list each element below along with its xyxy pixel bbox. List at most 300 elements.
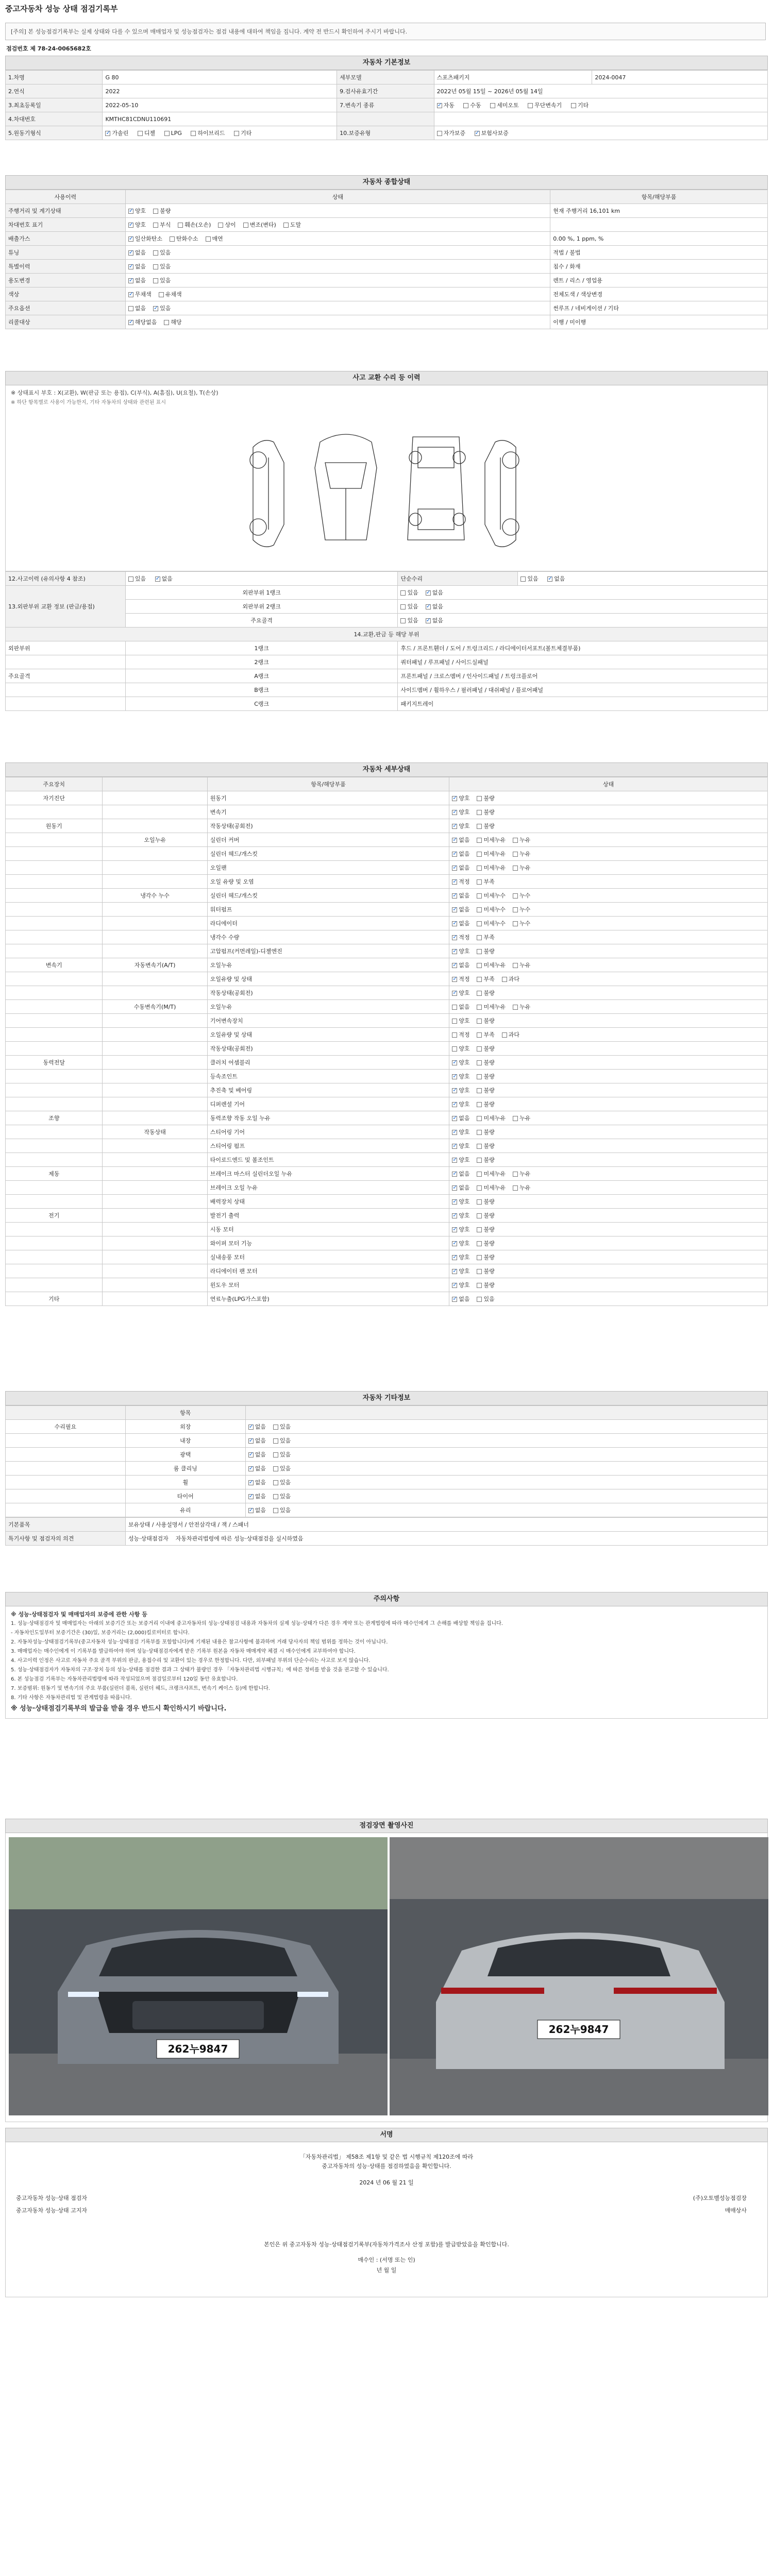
checkbox[interactable]: [477, 1074, 482, 1079]
option-label: 불량: [483, 1073, 495, 1080]
device-subgroup: [103, 1292, 207, 1306]
checkbox[interactable]: [477, 1144, 482, 1149]
checkbox[interactable]: [477, 949, 482, 954]
checkbox[interactable]: [477, 1172, 482, 1177]
value: G 80: [103, 71, 337, 84]
checkbox[interactable]: [400, 604, 406, 609]
checkbox[interactable]: [128, 320, 133, 325]
state-options: [245, 1420, 767, 1434]
option-label: 불량: [483, 1282, 495, 1289]
report-number: 점검번호 제 78-24-0065682호: [6, 45, 91, 52]
item-label: 클러치 어셈블리: [207, 1056, 449, 1070]
option-label: 양호: [459, 1018, 470, 1024]
detail-row: [6, 1292, 768, 1306]
checkbox[interactable]: [477, 838, 482, 843]
checkbox[interactable]: [463, 103, 468, 108]
checkbox[interactable]: [477, 1158, 482, 1163]
option-label: 양호: [459, 809, 470, 816]
item-label: 발전기 출력: [207, 1209, 449, 1223]
checkbox[interactable]: [105, 131, 110, 136]
state-options: [449, 861, 768, 875]
state-options: [449, 1195, 768, 1209]
detail-row: [6, 791, 768, 805]
note-item: 3. 매매업자는 매수인에게 이 기록부를 발급하여야 하며 성능·상태점검자에게 받은 기록부 원본을 자동차 매매계약 체결 시 매수인에게 교부하여야 합니다.: [11, 1649, 356, 1654]
opinion-value: [125, 1532, 767, 1546]
checkbox[interactable]: [452, 1255, 457, 1260]
checkbox[interactable]: [477, 866, 482, 871]
checkbox[interactable]: [452, 852, 457, 857]
note-item: 8. 기타 사항은 자동차관리법 및 관계법령을 따릅니다.: [11, 1695, 132, 1701]
detail-row: [6, 875, 768, 889]
checkbox[interactable]: [477, 1005, 482, 1010]
checkbox[interactable]: [477, 1241, 482, 1246]
checkbox[interactable]: [452, 1130, 457, 1135]
item-label: 외장: [125, 1420, 245, 1434]
option-label: 기타: [241, 130, 252, 137]
checkbox[interactable]: [477, 810, 482, 815]
option-label: 불량: [483, 1045, 495, 1052]
checkbox[interactable]: [128, 278, 133, 283]
checkbox[interactable]: [477, 1130, 482, 1135]
item-label: 실린더 커버: [207, 833, 449, 847]
checkbox[interactable]: [477, 1297, 482, 1302]
accident-options: [125, 572, 398, 586]
checkbox[interactable]: [400, 590, 406, 596]
section-title: 자동차 기타정보: [5, 1391, 768, 1405]
option-label: 불량: [483, 809, 495, 816]
checkbox[interactable]: [153, 223, 158, 228]
row-options: [125, 274, 550, 287]
option-label: 부족: [483, 1031, 495, 1038]
inspector-name: (주)오토벨성능점검장: [693, 2195, 747, 2201]
state-options: [449, 1125, 768, 1139]
checkbox[interactable]: [248, 1508, 254, 1513]
option-label: 양호: [459, 1101, 470, 1108]
checkbox[interactable]: [477, 852, 482, 857]
device-subgroup: [103, 1250, 207, 1264]
label: 1.차명: [6, 71, 103, 84]
option-label: 있음: [279, 1507, 291, 1514]
option-label: 미세누수: [483, 906, 506, 913]
damage-history-section: [5, 371, 768, 711]
checkbox[interactable]: [400, 618, 406, 623]
option-label: 미세누유: [483, 837, 506, 843]
checkbox[interactable]: [477, 796, 482, 801]
option-label: 양호: [135, 208, 146, 214]
checkbox[interactable]: [138, 131, 143, 136]
option-label: 미세누유: [483, 962, 506, 969]
row-extra: [550, 315, 768, 329]
note-item: - 자동차인도일부터 보증기간은 (30)일, 보증거리는 (2,000)킬로미터로 합니다.: [11, 1630, 190, 1636]
checkbox[interactable]: [477, 893, 482, 899]
checkbox[interactable]: [452, 1019, 457, 1024]
device-subgroup: [103, 1070, 207, 1083]
checkbox[interactable]: [477, 1255, 482, 1260]
buyer-line: 매수인 : (서명 또는 인): [358, 2257, 415, 2263]
option-label: 양호: [459, 1212, 470, 1219]
device-group: [6, 1153, 103, 1167]
checkbox[interactable]: [513, 866, 518, 871]
checkbox[interactable]: [234, 131, 239, 136]
top-view-rear: [408, 437, 465, 540]
overall-row: [6, 232, 768, 246]
option-label: 없음: [432, 589, 444, 596]
checkbox[interactable]: [452, 1199, 457, 1205]
option-label: 해당: [171, 319, 182, 326]
device-group: [6, 805, 103, 819]
checkbox[interactable]: [452, 838, 457, 843]
checkbox[interactable]: [191, 131, 196, 136]
state-options: [449, 1278, 768, 1292]
checkbox[interactable]: [513, 1005, 518, 1010]
option-label: 불량: [483, 1268, 495, 1275]
checkbox[interactable]: [153, 278, 158, 283]
checkbox[interactable]: [513, 907, 518, 912]
other-row: [6, 1503, 768, 1517]
checkbox[interactable]: [452, 949, 457, 954]
checkbox[interactable]: [513, 1185, 518, 1191]
option-label: 양호: [459, 1059, 470, 1066]
option-label: 기타: [577, 102, 589, 109]
checkbox[interactable]: [477, 1032, 482, 1038]
signature-body: [5, 2142, 768, 2297]
option-label: 없음: [255, 1493, 266, 1500]
checkbox[interactable]: [452, 1227, 457, 1232]
checkbox[interactable]: [248, 1438, 254, 1444]
checkbox[interactable]: [513, 838, 518, 843]
checkbox[interactable]: [513, 921, 518, 926]
column-header: 상태: [125, 190, 550, 204]
checkbox[interactable]: [452, 1283, 457, 1288]
photo-panel: [5, 1833, 768, 2122]
detail-row: [6, 1014, 768, 1028]
checkbox[interactable]: [452, 824, 457, 829]
checkbox[interactable]: [273, 1508, 278, 1513]
checkbox[interactable]: [477, 1283, 482, 1288]
option-label: 누유: [519, 865, 531, 871]
state-options: [449, 1292, 768, 1306]
value: 2022: [103, 84, 337, 98]
device-subgroup: [103, 861, 207, 875]
detail-row: [6, 958, 768, 972]
item-label: 워터펌프: [207, 903, 449, 917]
checkbox[interactable]: [477, 991, 482, 996]
checkbox[interactable]: [477, 1116, 482, 1121]
checkbox[interactable]: [502, 977, 507, 982]
checkbox[interactable]: [452, 991, 457, 996]
checkbox[interactable]: [475, 131, 480, 136]
checkbox[interactable]: [452, 963, 457, 968]
option-label: 하이브리드: [197, 130, 225, 137]
checkbox[interactable]: [437, 103, 442, 108]
checkbox[interactable]: [248, 1494, 254, 1499]
device-group: 전기: [6, 1209, 103, 1223]
checkbox[interactable]: [452, 893, 457, 899]
detail-row: [6, 1000, 768, 1014]
checkbox[interactable]: [218, 223, 223, 228]
checkbox[interactable]: [153, 264, 158, 269]
checkbox[interactable]: [178, 223, 183, 228]
checkbox[interactable]: [273, 1438, 278, 1444]
option-label: 탄화수소: [176, 235, 198, 242]
rank-label: 1랭크: [125, 641, 398, 655]
transmission-options: [434, 98, 767, 112]
checkbox[interactable]: [128, 292, 133, 297]
option-label: 불량: [483, 1198, 495, 1205]
detail-row: [6, 1236, 768, 1250]
basic-items-value: 보유상태 / 사용설명서 / 안전삼각대 / 잭 / 스패너: [125, 1518, 767, 1532]
detail-row: [6, 1181, 768, 1195]
item-label: 휠: [125, 1476, 245, 1489]
checkbox[interactable]: [273, 1452, 278, 1458]
device-subgroup: [103, 1139, 207, 1153]
option-label: 있음: [527, 575, 539, 582]
checkbox[interactable]: [426, 590, 431, 596]
checkbox[interactable]: [128, 223, 133, 228]
checkbox[interactable]: [128, 264, 133, 269]
checkbox[interactable]: [248, 1425, 254, 1430]
option-label: 없음: [255, 1437, 266, 1444]
checkbox[interactable]: [452, 1116, 457, 1121]
checkbox[interactable]: [520, 577, 526, 582]
option-label: 불량: [483, 1157, 495, 1163]
checkbox[interactable]: [128, 209, 133, 214]
front-car-image: [9, 1837, 388, 2115]
checkbox[interactable]: [477, 1213, 482, 1218]
checkbox[interactable]: [452, 879, 457, 885]
option-label: 불량: [483, 948, 495, 955]
checkbox[interactable]: [164, 131, 170, 136]
checkbox[interactable]: [452, 1158, 457, 1163]
checkbox[interactable]: [273, 1466, 278, 1471]
checkbox[interactable]: [128, 306, 133, 311]
checkbox[interactable]: [477, 879, 482, 885]
checkbox[interactable]: [502, 1032, 507, 1038]
checkbox[interactable]: [452, 1046, 457, 1052]
device-group: [6, 1014, 103, 1028]
front-car-photo: [9, 1837, 388, 2115]
checkbox[interactable]: [452, 810, 457, 815]
extra-value: 16,101 km: [590, 208, 620, 214]
checkbox[interactable]: [513, 852, 518, 857]
checkbox[interactable]: [452, 935, 457, 940]
checkbox[interactable]: [248, 1480, 254, 1485]
checkbox[interactable]: [513, 1116, 518, 1121]
checkbox[interactable]: [452, 1005, 457, 1010]
checkbox[interactable]: [452, 796, 457, 801]
checkbox[interactable]: [452, 1172, 457, 1177]
checkbox[interactable]: [477, 824, 482, 829]
state-options: [449, 944, 768, 958]
checkbox[interactable]: [452, 1213, 457, 1218]
checkbox[interactable]: [153, 209, 158, 214]
checkbox[interactable]: [452, 1074, 457, 1079]
row-extra: [550, 287, 768, 301]
rank-label: C랭크: [125, 697, 398, 711]
checkbox[interactable]: [452, 1241, 457, 1246]
section-title: 자동차 기본정보: [5, 56, 768, 70]
device-group: [6, 1097, 103, 1111]
option-label: 없음: [459, 865, 470, 871]
option-label: 없음: [135, 305, 146, 312]
checkbox[interactable]: [571, 103, 576, 108]
option-label: 없음: [135, 249, 146, 256]
option-label: 있음: [407, 603, 418, 610]
checkbox[interactable]: [477, 1019, 482, 1024]
checkbox[interactable]: [452, 977, 457, 982]
checkbox[interactable]: [477, 1199, 482, 1205]
checkbox[interactable]: [477, 1227, 482, 1232]
option-label: 없음: [432, 617, 444, 624]
detail-row: [6, 861, 768, 875]
device-group: [6, 1083, 103, 1097]
state-options: [449, 1014, 768, 1028]
checkbox[interactable]: [513, 963, 518, 968]
device-subgroup: [103, 819, 207, 833]
checkbox[interactable]: [153, 250, 158, 256]
state-options: [245, 1489, 767, 1503]
option-label: 미세누유: [483, 865, 506, 871]
checkbox[interactable]: [243, 223, 248, 228]
state-options: [449, 791, 768, 805]
row-extra: [550, 301, 768, 315]
extra-label: 전체도색 / 색상변경: [553, 291, 602, 298]
extra-label: 현재 주행거리: [553, 208, 588, 214]
other-info-section: [5, 1391, 768, 1546]
checkbox[interactable]: [159, 292, 164, 297]
checkbox[interactable]: [170, 236, 175, 242]
checkbox[interactable]: [477, 977, 482, 982]
device-group: 기타: [6, 1292, 103, 1306]
detail-row: [6, 944, 768, 958]
state-options: [449, 930, 768, 944]
checkbox[interactable]: [283, 223, 289, 228]
item-label: 동력조향 작동 오일 누유: [207, 1111, 449, 1125]
option-label: 양호: [459, 1282, 470, 1289]
label: 9.검사유효기간: [337, 84, 434, 98]
state-options: [449, 1236, 768, 1250]
checkbox[interactable]: [513, 1172, 518, 1177]
checkbox[interactable]: [477, 935, 482, 940]
option-label: 불량: [483, 1018, 495, 1024]
option-label: 없음: [255, 1465, 266, 1472]
option-label: 불량: [483, 1101, 495, 1108]
checkbox[interactable]: [426, 618, 431, 623]
checkbox[interactable]: [273, 1494, 278, 1499]
overall-row: [6, 218, 768, 232]
checkbox[interactable]: [452, 1060, 457, 1065]
state-options: [245, 1476, 767, 1489]
checkbox[interactable]: [513, 893, 518, 899]
checkbox[interactable]: [128, 250, 133, 256]
checkbox[interactable]: [273, 1480, 278, 1485]
section-title: 점검장면 촬영사진: [5, 1819, 768, 1833]
fuel-options: [103, 126, 337, 140]
checkbox[interactable]: [452, 1297, 457, 1302]
checkbox[interactable]: [155, 577, 160, 582]
option-label: LPG: [171, 130, 182, 137]
checkbox[interactable]: [437, 131, 442, 136]
label: 단순수리: [398, 572, 518, 586]
section-title: 자동차 세부상태: [5, 762, 768, 777]
item-label: 스티어링 펌프: [207, 1139, 449, 1153]
detail-row: [6, 1139, 768, 1153]
device-subgroup: [103, 1014, 207, 1028]
other-extra-table: [5, 1517, 768, 1546]
row-extra: [550, 204, 768, 218]
section-title: 주의사항: [5, 1592, 768, 1606]
checkbox[interactable]: [477, 1088, 482, 1093]
value: 2022-05-10: [103, 98, 337, 112]
checkbox[interactable]: [206, 236, 211, 242]
row-label: 용도변경: [6, 274, 126, 287]
checkbox[interactable]: [452, 1032, 457, 1038]
checkbox[interactable]: [452, 1088, 457, 1093]
checkbox[interactable]: [248, 1466, 254, 1471]
device-subgroup: [103, 1167, 207, 1181]
checkbox[interactable]: [248, 1452, 254, 1458]
checkbox[interactable]: [477, 1060, 482, 1065]
law-text: 「자동차관리법」 제58조 제1항 및 같은 법 시행규칙 제120조에 따라: [299, 2154, 474, 2160]
state-options: [449, 1028, 768, 1042]
checkbox[interactable]: [547, 577, 552, 582]
checkbox[interactable]: [490, 103, 495, 108]
row-label: 주행거리 및 계기상태: [6, 204, 126, 218]
note-item: 4. 사고이력 인정은 사고로 자동차 주요 골격 부위의 판금, 용접수리 및 교환이 있는 경우로 한정합니다. 다만, 외부패널 부위의 단순수리는 사고로 보지 않습니다.: [11, 1658, 371, 1664]
checkbox[interactable]: [477, 1185, 482, 1191]
option-label: 미세누유: [483, 1004, 506, 1010]
extra-label: 렌트 / 리스 / 영업용: [553, 277, 603, 284]
item-label: 광택: [125, 1448, 245, 1462]
row-options: [125, 204, 550, 218]
group-label: [6, 1503, 126, 1517]
checkbox[interactable]: [477, 1046, 482, 1052]
device-group: [6, 1042, 103, 1056]
row-extra: [550, 232, 768, 246]
other-info-table: [5, 1405, 768, 1517]
device-subgroup: 작동상태: [103, 1125, 207, 1139]
device-group: [6, 944, 103, 958]
checkbox[interactable]: [477, 921, 482, 926]
checkbox[interactable]: [128, 236, 133, 242]
option-label: 양호: [459, 1268, 470, 1275]
device-group: 동력전달: [6, 1056, 103, 1070]
checkbox[interactable]: [128, 577, 133, 582]
checkbox[interactable]: [452, 907, 457, 912]
device-group: [6, 1236, 103, 1250]
checkbox[interactable]: [153, 306, 158, 311]
device-group: [6, 1223, 103, 1236]
checkbox[interactable]: [477, 963, 482, 968]
checkbox[interactable]: [426, 604, 431, 609]
checkbox[interactable]: [452, 866, 457, 871]
checkbox[interactable]: [452, 1185, 457, 1191]
checkbox[interactable]: [477, 1269, 482, 1274]
checkbox[interactable]: [477, 1102, 482, 1107]
checkbox[interactable]: [452, 1269, 457, 1274]
checkbox[interactable]: [477, 907, 482, 912]
option-label: 누유: [519, 851, 531, 857]
checkbox[interactable]: [164, 320, 169, 325]
group-label: 수리필요: [6, 1420, 126, 1434]
checkbox[interactable]: [452, 1144, 457, 1149]
checkbox[interactable]: [528, 103, 533, 108]
checkbox[interactable]: [452, 921, 457, 926]
checkbox[interactable]: [273, 1425, 278, 1430]
checkbox[interactable]: [452, 1102, 457, 1107]
detail-row: [6, 1097, 768, 1111]
device-subgroup: [103, 1278, 207, 1292]
